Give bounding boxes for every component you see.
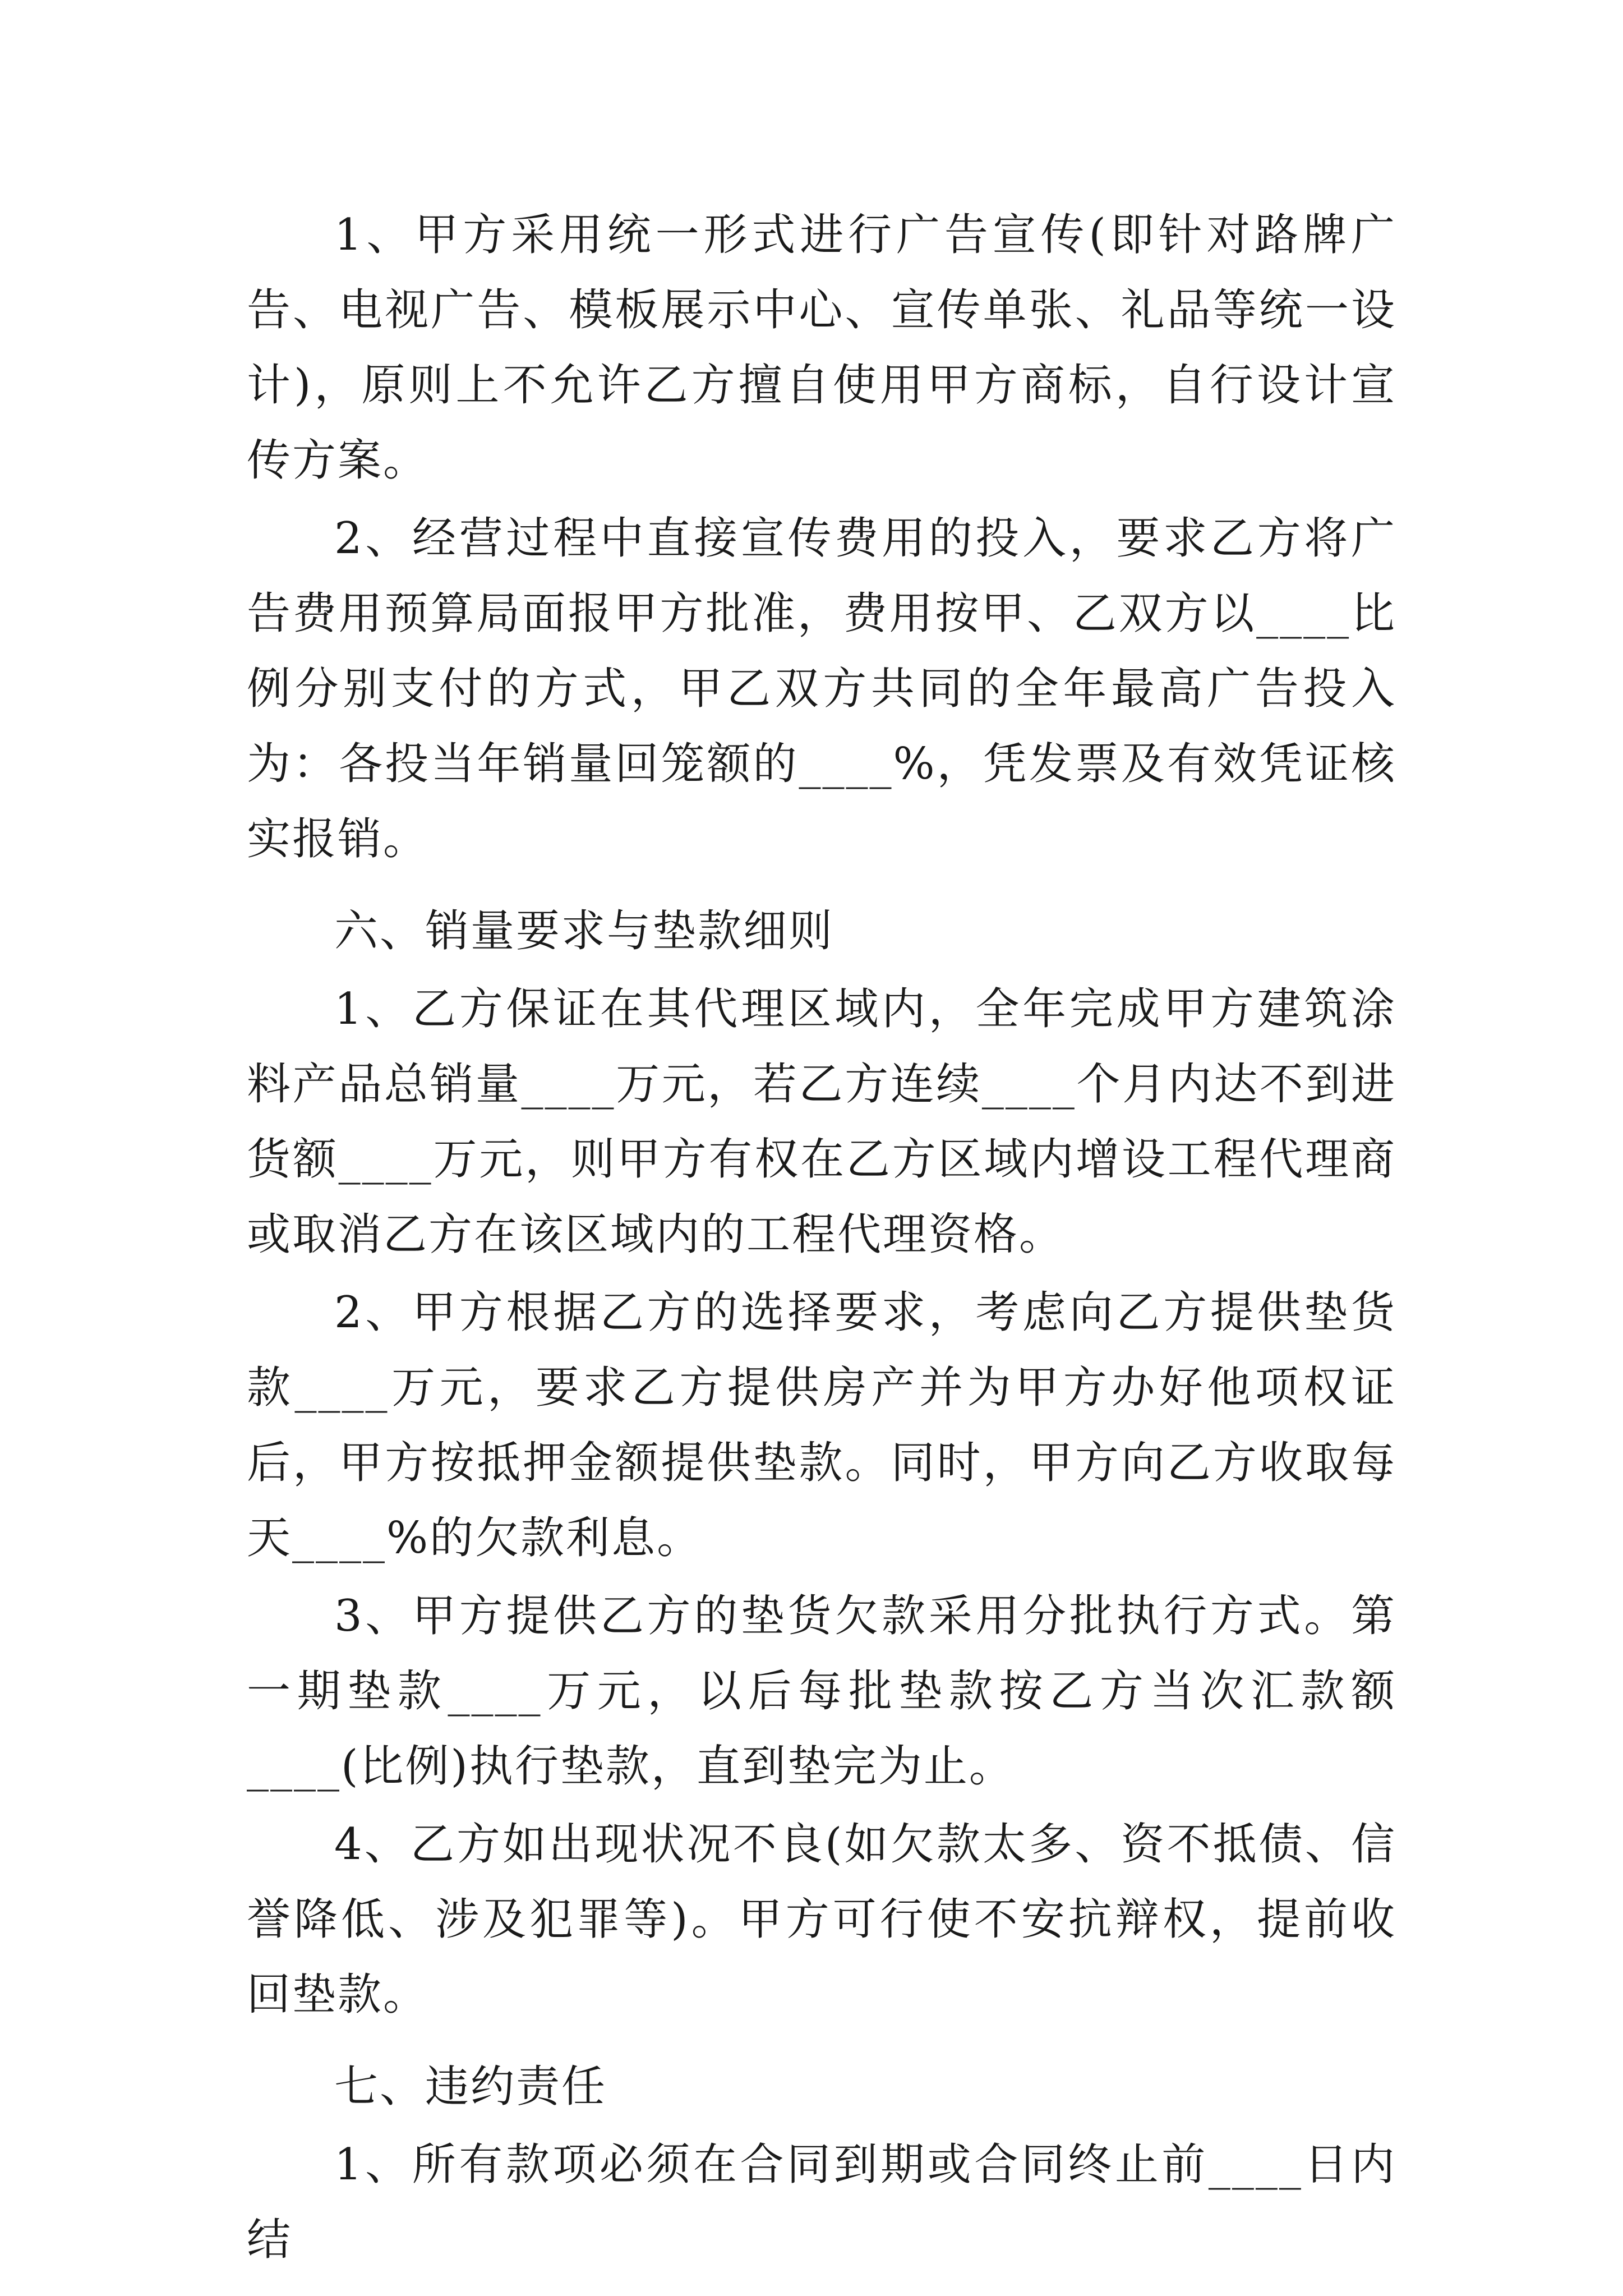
clause-ad-budget: 2、经营过程中直接宣传费用的投入，要求乙方将广告费用预算局面报甲方批准，费用按甲、乙双方以____比例分别支付的方式，甲乙双方共同的全年最高广告投入为：各投当年销量回笼额的____%，凭发票及有效凭证核实报销。 [247, 513, 1396, 864]
clause-advance-payment: 2、甲方根据乙方的选择要求，考虑向乙方提供垫货款____万元，要求乙方提供房产并为甲方办好他项权证后，甲方按抵押金额提供垫款。同时，甲方向乙方收取每天____%的欠款利息。 [247, 1287, 1396, 1563]
clause-installment-advance: 3、甲方提供乙方的垫货欠款采用分批执行方式。第一期垫款____万元，以后每批垫款按乙方当次汇款额____(比例)执行垫款，直到垫完为止。 [247, 1591, 1396, 1792]
clause-ad-unified-design: 1、甲方采用统一形式进行广告宣传(即针对路牌广告、电视广告、模板展示中心、宣传单张、礼品等统一设计)，原则上不允许乙方擅自使用甲方商标，自行设计宣传方案。 [247, 210, 1396, 486]
clause-defense-right: 4、乙方如出现状况不良(如欠款太多、资不抵债、信誉降低、涉及犯罪等)。甲方可行使不安抗辩权，提前收回垫款。 [247, 1819, 1396, 2020]
clause-annual-sales-target: 1、乙方保证在其代理区域内，全年完成甲方建筑涂料产品总销量____万元，若乙方连续____个月内达不到进货额____万元，则甲方有权在乙方区域内增设工程代理商或取消乙方在该区域内的工程代理资格。 [247, 984, 1396, 1260]
clause-payment-deadline: 1、所有款项必须在合同到期或合同终止前____日内结 [247, 2139, 1396, 2265]
section-heading-liability: 七、违约责任 [334, 2062, 607, 2112]
section-heading-sales-requirements: 六、销量要求与垫款细则 [334, 906, 834, 956]
document-body [247, 197, 1396, 2280]
